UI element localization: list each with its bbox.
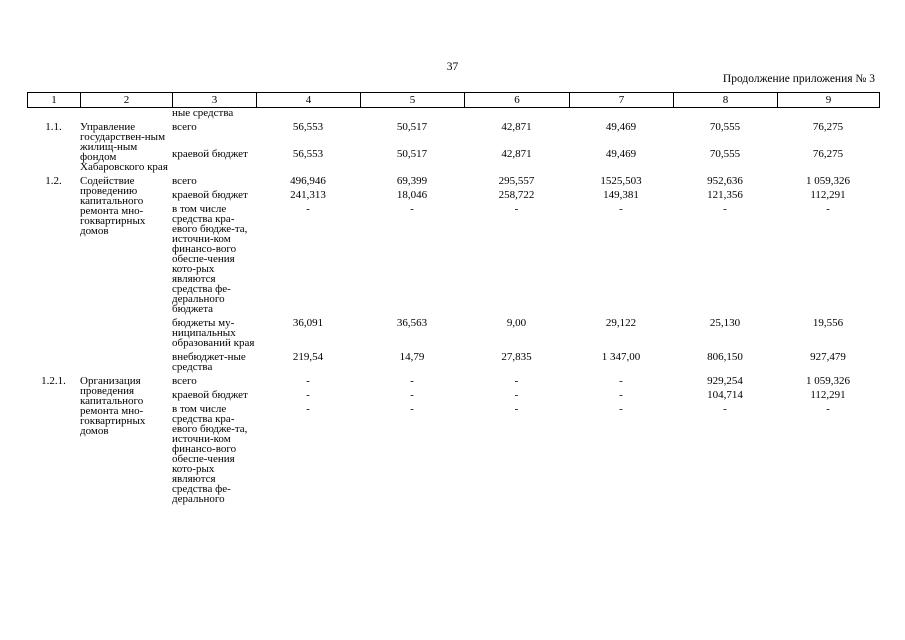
value-cell: 219,54	[292, 351, 324, 363]
column-number-header	[27, 92, 880, 108]
empty-cell	[673, 108, 777, 118]
value-cell: 258,722	[498, 189, 535, 201]
value-cell: 29,122	[605, 317, 637, 329]
value-cell: -	[826, 403, 830, 415]
col-header: 3	[173, 93, 257, 108]
value-cell: 70,555	[709, 148, 741, 160]
funding-table	[27, 108, 879, 504]
table-row	[27, 376, 879, 386]
value-cell: 929,254	[707, 375, 743, 387]
item-name: Управление государствен-ным жилищ-ным фондом Хабаровского края	[80, 121, 168, 173]
funding-source: внебюджет-ные средства	[172, 351, 246, 373]
value-cell: 1 347,00	[601, 351, 641, 363]
value-cell: -	[410, 403, 414, 415]
col-header: 5	[361, 93, 465, 108]
empty-cell	[464, 108, 569, 118]
value-cell: -	[723, 203, 727, 215]
item-number: 1.1.	[45, 121, 62, 133]
item-number: 1.2.1.	[41, 375, 66, 387]
col-header: 6	[465, 93, 570, 108]
value-cell: 70,555	[709, 121, 741, 133]
value-cell: 76,275	[812, 121, 844, 133]
value-cell: 50,517	[396, 121, 428, 133]
value-cell: 1 059,326	[806, 175, 850, 187]
value-cell: -	[826, 203, 830, 215]
value-cell: 112,291	[810, 189, 846, 201]
value-cell: 496,946	[290, 175, 326, 187]
value-cell: 25,130	[709, 317, 741, 329]
col-header: 2	[81, 93, 173, 108]
value-cell: 27,835	[501, 351, 532, 363]
value-cell: 42,871	[501, 121, 532, 133]
value-cell: 295,557	[498, 175, 535, 187]
funding-source: в том числе средства кра-евого бюдже-та, источни-ком финансо-вого обеспе-чения кото-рых являются средства фе-дерального бюджета	[172, 203, 248, 315]
funding-source: всего	[172, 121, 197, 133]
value-cell: 806,150	[707, 351, 743, 363]
funding-source: краевой бюджет	[172, 389, 248, 401]
value-cell: 69,399	[396, 175, 428, 187]
value-cell: -	[514, 403, 519, 415]
value-cell: 56,553	[292, 148, 324, 160]
value-cell: 36,563	[396, 317, 428, 329]
value-cell: 14,79	[399, 351, 425, 363]
empty-cell	[569, 108, 673, 118]
value-cell: -	[306, 375, 310, 387]
empty-cell	[80, 108, 172, 118]
value-cell: -	[619, 375, 623, 387]
value-cell: -	[619, 403, 623, 415]
col-header: 8	[674, 93, 778, 108]
value-cell: 50,517	[396, 148, 428, 160]
value-cell: -	[410, 375, 414, 387]
value-cell: 9,00	[506, 317, 527, 329]
value-cell: -	[410, 389, 414, 401]
value-cell: 19,556	[812, 317, 844, 329]
col-header: 7	[570, 93, 674, 108]
value-cell: 1525,503	[600, 175, 642, 187]
value-cell: -	[514, 389, 519, 401]
value-cell: 149,381	[603, 189, 639, 201]
value-cell: -	[306, 203, 310, 215]
funding-source: краевой бюджет	[172, 148, 248, 160]
funding-source: всего	[172, 175, 197, 187]
value-cell: 927,479	[810, 351, 846, 363]
value-cell: -	[619, 203, 623, 215]
funding-source: всего	[172, 375, 197, 387]
value-cell: 112,291	[810, 389, 846, 401]
value-cell: 76,275	[812, 148, 844, 160]
value-cell: -	[723, 403, 727, 415]
value-cell: 56,553	[292, 121, 324, 133]
table-row	[27, 122, 879, 145]
table-row	[27, 176, 879, 186]
page-number: 37	[446, 61, 459, 73]
empty-cell	[27, 108, 80, 118]
funding-source: бюджеты му-ниципальных образований края	[172, 317, 255, 349]
item-name: Организация проведения капитального ремонта мно-гоквартирных домов	[80, 375, 146, 437]
empty-cell	[360, 108, 464, 118]
carryover-row	[27, 108, 879, 118]
value-cell: -	[410, 203, 414, 215]
col-header: 9	[778, 93, 880, 108]
value-cell: 36,091	[292, 317, 324, 329]
value-cell: 121,356	[707, 189, 743, 201]
col-header: 1	[28, 93, 81, 108]
value-cell: 1 059,326	[806, 375, 850, 387]
funding-source: краевой бюджет	[172, 189, 248, 201]
funding-source: ные средства	[172, 107, 234, 119]
col-header: 4	[257, 93, 361, 108]
value-cell: -	[306, 403, 310, 415]
value-cell: 49,469	[605, 121, 637, 133]
value-cell: -	[514, 375, 519, 387]
item-number: 1.2.	[45, 175, 62, 187]
value-cell: -	[514, 203, 519, 215]
item-name: Содействие проведению капитального ремонта мно-гоквартирных домов	[80, 175, 146, 237]
value-cell: -	[306, 389, 310, 401]
value-cell: 42,871	[501, 148, 532, 160]
value-cell: 104,714	[707, 389, 743, 401]
value-cell: 952,636	[707, 175, 743, 187]
value-cell: 49,469	[605, 148, 637, 160]
continuation-label: Продолжение приложения № 3	[722, 73, 875, 85]
value-cell: -	[619, 389, 623, 401]
funding-source: в том числе средства кра-евого бюдже-та, источни-ком финансо-вого обеспе-чения кото-рых являются средства фе-дерального	[172, 403, 248, 505]
empty-cell	[777, 108, 879, 118]
value-cell: 241,313	[290, 189, 326, 201]
value-cell: 18,046	[396, 189, 428, 201]
empty-cell	[256, 108, 360, 118]
